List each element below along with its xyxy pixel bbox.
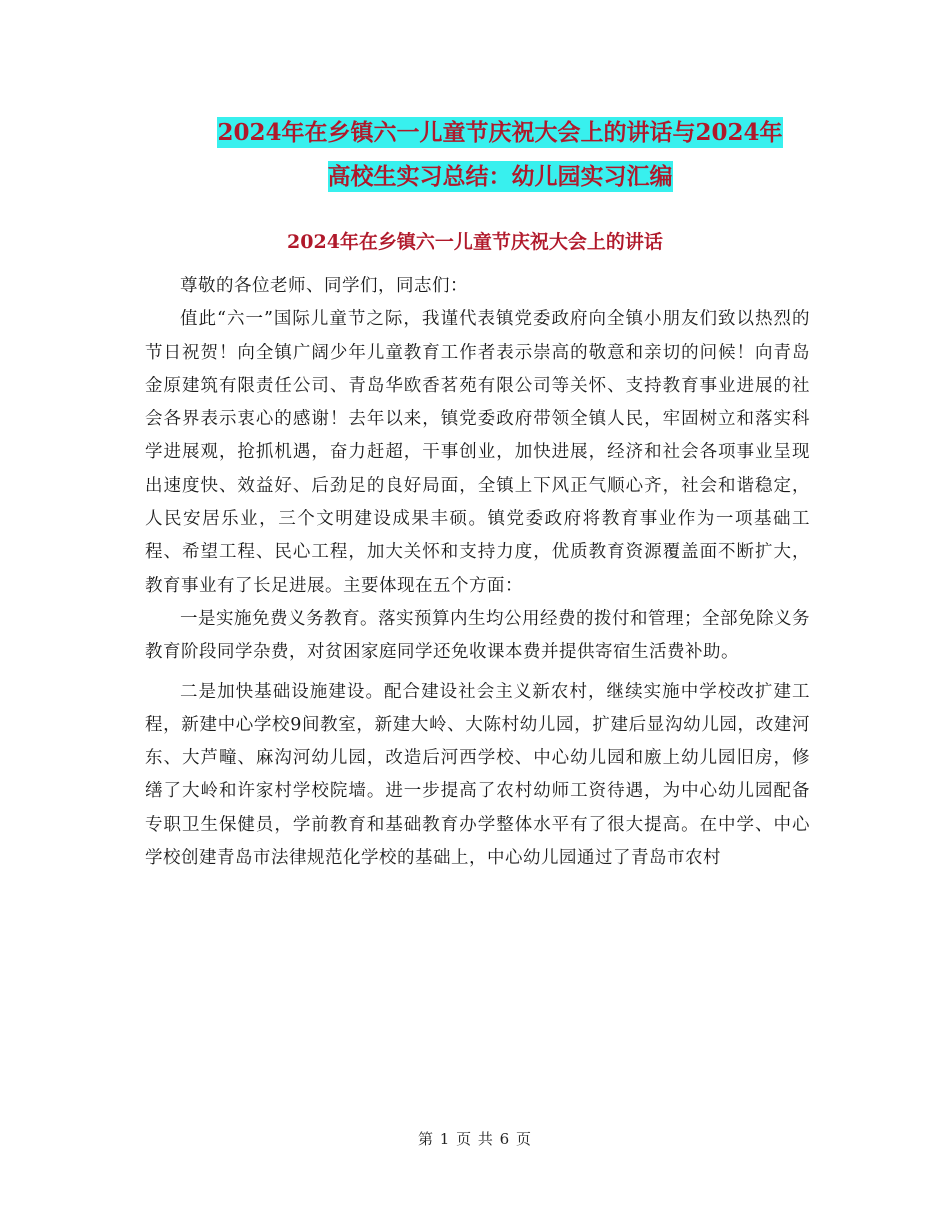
page-footer: 第 1 页 共 6 页 [418,1130,532,1148]
paragraph-salutation: 尊敬的各位老师、同学们，同志们： [180,276,468,296]
paragraph-point-1: 一是实施免费义务教育。落实预算内生均公用经费的拨付和管理；全部免除义务教育阶段同学杂费，对贫困家庭同学还免收课本费并提供寄宿生活费补助。 [145,608,810,663]
document-title-line-1: 2024年在乡镇六一儿童节庆祝大会上的讲话与2024年 [217,119,783,146]
paragraph-point-2: 二是加快基础设施建设。配合建设社会主义新农村，继续实施中学校改扩建工程，新建中心学校9间教室，新建大岭、大陈村幼儿园，扩建后显沟幼儿园，改建河东、大芦疃、麻沟河幼儿园，改造后河西学校、中心幼儿园和廒上幼儿园旧房，修缮了大岭和许家村学校院墙。进一步提高了农村幼师工资待遇，为中心幼儿园配备专职卫生保健员，学前教育和基础教育办学整体水平有了很大提高。在中学、中心学校创建青岛市法律规范化学校的基础上，中心幼儿园通过了青岛市农村 [145,681,810,869]
document-title-line-2: 高校生实习总结：幼儿园实习汇编 [327,163,673,190]
paragraph-intro: 值此“六一”国际儿童节之际，我谨代表镇党委政府向全镇小朋友们致以热烈的节日祝贺！向全镇广阔少年儿童教育工作者表示崇高的敬意和亲切的问候！向青岛金原建筑有限责任公司、青岛华欧香茗苑有限公司等关怀、支持教育事业进展的社会各界表示衷心的感谢！去年以来，镇党委政府带领全镇人民，牢固树立和落实科学进展观，抢抓机遇，奋力赶超，干事创业，加快进展，经济和社会各项事业呈现出速度快、效益好、后劲足的良好局面，全镇上下风正气顺心齐，社会和谐稳定，人民安居乐业，三个文明建设成果丰硕。镇党委政府将教育事业作为一项基础工程、希望工程、民心工程，加大关怀和支持力度，优质教育资源覆盖面不断扩大，教育事业有了长足进展。主要体现在五个方面： [145,309,810,596]
document-body [145,270,810,875]
section-title: 2024年在乡镇六一儿童节庆祝大会上的讲话 [287,231,663,253]
